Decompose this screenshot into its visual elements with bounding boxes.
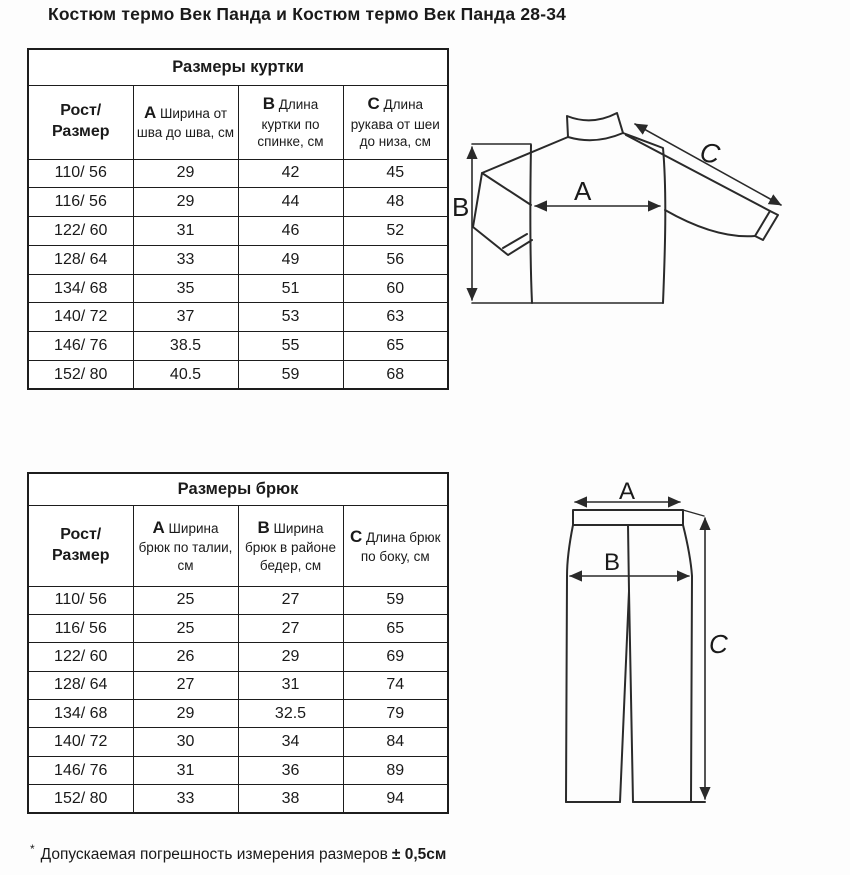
col-header-b: [238, 505, 343, 586]
value-cell-a: 30: [133, 728, 238, 756]
value-cell-a: 29: [133, 700, 238, 728]
value-cell-b: 31: [238, 671, 343, 699]
col-desc-c: Длина рукава от шеи до низа, см: [350, 97, 440, 150]
value-cell-c: 48: [343, 188, 448, 217]
value-cell-c: 68: [343, 361, 448, 390]
table-row: [28, 700, 448, 728]
size-cell: 134/ 68: [28, 700, 133, 728]
pants-center-seam: [628, 525, 629, 591]
value-cell-a: 25: [133, 614, 238, 642]
value-cell-c: 79: [343, 700, 448, 728]
col-letter-a: A: [152, 517, 165, 537]
table-row: [28, 245, 448, 274]
size-cell: 116/ 56: [28, 188, 133, 217]
value-cell-b: 34: [238, 728, 343, 756]
value-cell-a: 29: [133, 159, 238, 188]
table-row: [28, 728, 448, 756]
table-title-row: [28, 49, 448, 85]
page-title: Костюм термо Век Панда и Костюм термо Век Панда 28-34: [48, 4, 567, 24]
value-cell-a: 40.5: [133, 361, 238, 390]
jacket-right-cuff: [755, 211, 778, 240]
size-cell: 152/ 80: [28, 361, 133, 390]
col-desc-b: Длина куртки по спинке, см: [257, 97, 324, 150]
pants-diagram: [545, 470, 745, 815]
table-row: [28, 614, 448, 642]
value-cell-a: 31: [133, 756, 238, 784]
pants-left-outer-edge: [566, 525, 573, 802]
table-row: [28, 188, 448, 217]
pants-measure-label-c: C: [709, 629, 728, 659]
jacket-right-sleeve-bottom-edge: [665, 210, 755, 236]
jacket-size-table: [27, 48, 449, 390]
pants-waistband: [573, 510, 683, 525]
col-letter-c: C: [349, 526, 363, 546]
col-letter-b: B: [257, 517, 270, 537]
jacket-diagram: [445, 88, 805, 333]
col-desc-c: Длина брюк по боку, см: [360, 529, 441, 564]
jacket-body-right-edge: [623, 133, 665, 303]
size-cell: 140/ 72: [28, 728, 133, 756]
pants-right-outer-edge: [683, 525, 692, 802]
pants-right-inner-edge: [629, 591, 633, 802]
value-cell-b: 59: [238, 361, 343, 390]
col-desc-b: Ширина брюк в районе бедер, см: [245, 520, 336, 573]
table-header-row: [28, 505, 448, 586]
size-cell: 140/ 72: [28, 303, 133, 332]
value-cell-b: 49: [238, 245, 343, 274]
col-header-a: [133, 85, 238, 159]
col-header-b: [238, 85, 343, 159]
size-cell: 122/ 60: [28, 217, 133, 246]
value-cell-c: 52: [343, 217, 448, 246]
value-cell-b: 53: [238, 303, 343, 332]
value-cell-a: 25: [133, 586, 238, 614]
value-cell-b: 55: [238, 332, 343, 361]
pants-measure-label-a: A: [619, 478, 636, 505]
size-cell: 110/ 56: [28, 586, 133, 614]
table-row: [28, 586, 448, 614]
value-cell-a: 33: [133, 785, 238, 813]
jacket-left-underarm-fold: [482, 173, 531, 205]
footnote-asterisk: *: [30, 842, 35, 856]
jacket-table-title: Размеры куртки: [28, 49, 448, 85]
size-cell: 134/ 68: [28, 274, 133, 303]
jacket-measure-label-b: B: [452, 192, 470, 222]
size-cell: 116/ 56: [28, 614, 133, 642]
value-cell-a: 31: [133, 217, 238, 246]
col-letter-c: C: [367, 94, 380, 114]
jacket-body-left-edge: [530, 145, 532, 303]
value-cell-b: 29: [238, 643, 343, 671]
table-row: [28, 274, 448, 303]
value-cell-a: 33: [133, 245, 238, 274]
table-row: [28, 785, 448, 813]
table-header-row: [28, 85, 448, 159]
value-cell-c: 59: [343, 586, 448, 614]
value-cell-b: 42: [238, 159, 343, 188]
jacket-measure-label-c: C: [697, 136, 723, 170]
value-cell-b: 38: [238, 785, 343, 813]
table-row: [28, 217, 448, 246]
col-header-c: [343, 505, 448, 586]
col-desc-a: Ширина от шва до шва, см: [136, 106, 235, 141]
value-cell-c: 84: [343, 728, 448, 756]
size-cell: 152/ 80: [28, 785, 133, 813]
pants-measure-label-b: B: [604, 549, 621, 576]
value-cell-b: 27: [238, 614, 343, 642]
col-header-a: [133, 505, 238, 586]
value-cell-b: 27: [238, 586, 343, 614]
value-cell-a: 37: [133, 303, 238, 332]
value-cell-b: 46: [238, 217, 343, 246]
pants-table-title: Размеры брюк: [28, 473, 448, 505]
value-cell-c: 56: [343, 245, 448, 274]
size-cell: 146/ 76: [28, 332, 133, 361]
value-cell-a: 27: [133, 671, 238, 699]
value-cell-b: 36: [238, 756, 343, 784]
value-cell-c: 45: [343, 159, 448, 188]
col-header-c: [343, 85, 448, 159]
table-title-row: [28, 473, 448, 505]
value-cell-c: 69: [343, 643, 448, 671]
size-cell: 122/ 60: [28, 643, 133, 671]
jacket-collar-outline: [567, 113, 623, 140]
table-row: [28, 643, 448, 671]
col-header-size: Рост/Размер: [28, 85, 133, 159]
size-cell: 110/ 56: [28, 159, 133, 188]
footnote-text: Допускаемая погрешность измерения размеров: [40, 846, 388, 863]
col-desc-a: Ширина брюк по талии, см: [138, 520, 233, 573]
value-cell-c: 63: [343, 303, 448, 332]
tolerance-footnote: [30, 842, 446, 864]
value-cell-c: 94: [343, 785, 448, 813]
value-cell-c: 65: [343, 614, 448, 642]
value-cell-c: 60: [343, 274, 448, 303]
table-row: [28, 303, 448, 332]
value-cell-b: 44: [238, 188, 343, 217]
value-cell-c: 65: [343, 332, 448, 361]
table-row: [28, 756, 448, 784]
value-cell-a: 38.5: [133, 332, 238, 361]
value-cell-c: 74: [343, 671, 448, 699]
size-cell: 128/ 64: [28, 245, 133, 274]
value-cell-a: 26: [133, 643, 238, 671]
col-letter-a: A: [143, 103, 157, 123]
col-header-size: Рост/Размер: [28, 505, 133, 586]
col-letter-b: B: [262, 94, 275, 114]
jacket-measure-label-a: A: [574, 176, 592, 206]
value-cell-a: 35: [133, 274, 238, 303]
value-cell-b: 51: [238, 274, 343, 303]
table-row: [28, 671, 448, 699]
table-row: [28, 332, 448, 361]
size-cell: 146/ 76: [28, 756, 133, 784]
pants-size-table: [27, 472, 449, 814]
value-cell-a: 29: [133, 188, 238, 217]
pants-left-inner-edge: [620, 591, 629, 802]
value-cell-b: 32.5: [238, 700, 343, 728]
pants-c-ref-connector: [683, 510, 704, 516]
table-row: [28, 361, 448, 390]
size-cell: 128/ 64: [28, 671, 133, 699]
footnote-tolerance-value: ± 0,5см: [391, 846, 447, 863]
value-cell-c: 89: [343, 756, 448, 784]
table-row: [28, 159, 448, 188]
jacket-right-sleeve-top-edge: [626, 135, 770, 211]
